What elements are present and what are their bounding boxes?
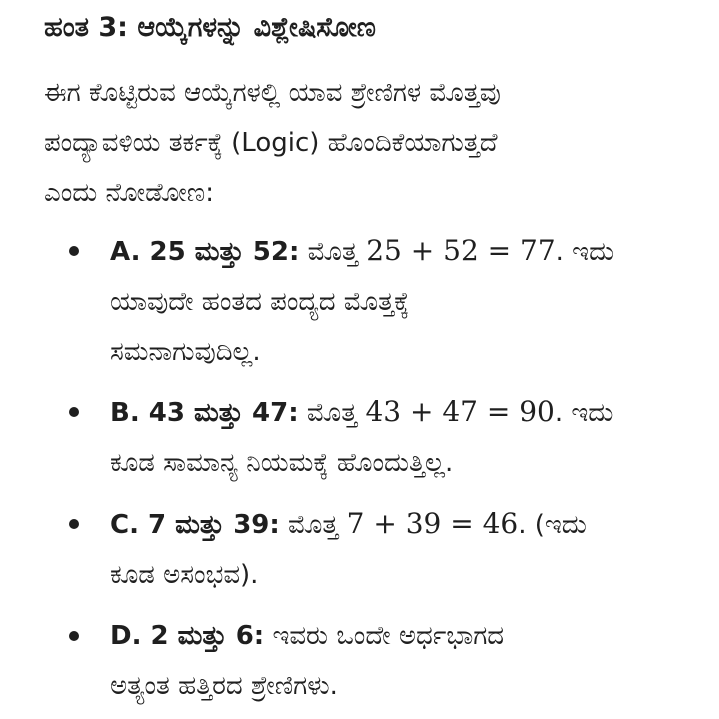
sum-word: ಮೊತ್ತ — [288, 510, 339, 540]
intro-paragraph — [44, 68, 684, 218]
option-label: D. 2 ಮತ್ತು 6: — [110, 621, 265, 651]
intro-line: ಈಗ ಕೊಟ್ಟಿರುವ ಆಯ್ಕೆಗಳಲ್ಲಿ ಯಾವ ಶ್ರೇಣಿಗಳ ಮೊತ್ತವು — [44, 78, 501, 108]
bullet-icon — [69, 519, 79, 529]
option-label: A. 25 ಮತ್ತು 52: — [110, 237, 300, 267]
sum-word: ಮೊತ್ತ — [307, 237, 358, 267]
option-line: ಕೂಡ ಅಸಂಭವ). — [110, 560, 259, 590]
option-line — [110, 611, 690, 661]
option-b-item — [110, 387, 690, 488]
option-trailing-text: . (ಇದು — [518, 510, 587, 540]
option-d-item — [110, 611, 690, 711]
option-label: B. 43 ಮತ್ತು 47: — [110, 398, 299, 428]
option-line: ಕೂಡ ಸಾಮಾನ್ಯ ನಿಯಮಕ್ಕೆ ಹೊಂದುತ್ತಿಲ್ಲ. — [110, 448, 454, 478]
option-trailing-text: . ಇದು — [555, 237, 615, 267]
option-trailing-text: . ಇದು — [554, 398, 614, 428]
bullet-icon — [69, 246, 79, 256]
sum-word: ಮೊತ್ತ — [306, 398, 358, 428]
option-line — [110, 387, 690, 438]
option-line — [110, 226, 690, 277]
sum-equation: 25 + 52 = 77 — [366, 234, 556, 267]
intro-line: ಪಂದ್ಯಾವಳಿಯ ತರ್ಕಕ್ಕೆ (Logic) ಹೊಂದಿಕೆಯಾಗುತ್ತದೆ — [44, 128, 498, 158]
sum-equation: 7 + 39 = 46 — [346, 507, 519, 540]
bullet-icon — [69, 407, 79, 417]
option-line: ಅತ್ಯಂತ ಹತ್ತಿರದ ಶ್ರೇಣಿಗಳು. — [110, 671, 338, 701]
option-line: ಸಮನಾಗುವುದಿಲ್ಲ. — [110, 337, 261, 367]
step-heading: ಹಂತ 3: ಆಯ್ಕೆಗಳನ್ನು ವಿಶ್ಲೇಷಿಸೋಣ — [44, 12, 376, 43]
bullet-icon — [69, 631, 79, 641]
option-line: ಯಾವುದೇ ಹಂತದ ಪಂದ್ಯದ ಮೊತ್ತಕ್ಕೆ — [110, 287, 410, 317]
option-a-item — [110, 226, 690, 377]
intro-line: ಎಂದು ನೋಡೋಣ: — [44, 178, 214, 208]
option-text: ಇವರು ಒಂದೇ ಅರ್ಧಭಾಗದ — [272, 621, 505, 651]
option-c-item — [110, 499, 690, 600]
option-label: C. 7 ಮತ್ತು 39: — [110, 510, 280, 540]
sum-equation: 43 + 47 = 90 — [365, 395, 555, 428]
option-line — [110, 499, 690, 550]
